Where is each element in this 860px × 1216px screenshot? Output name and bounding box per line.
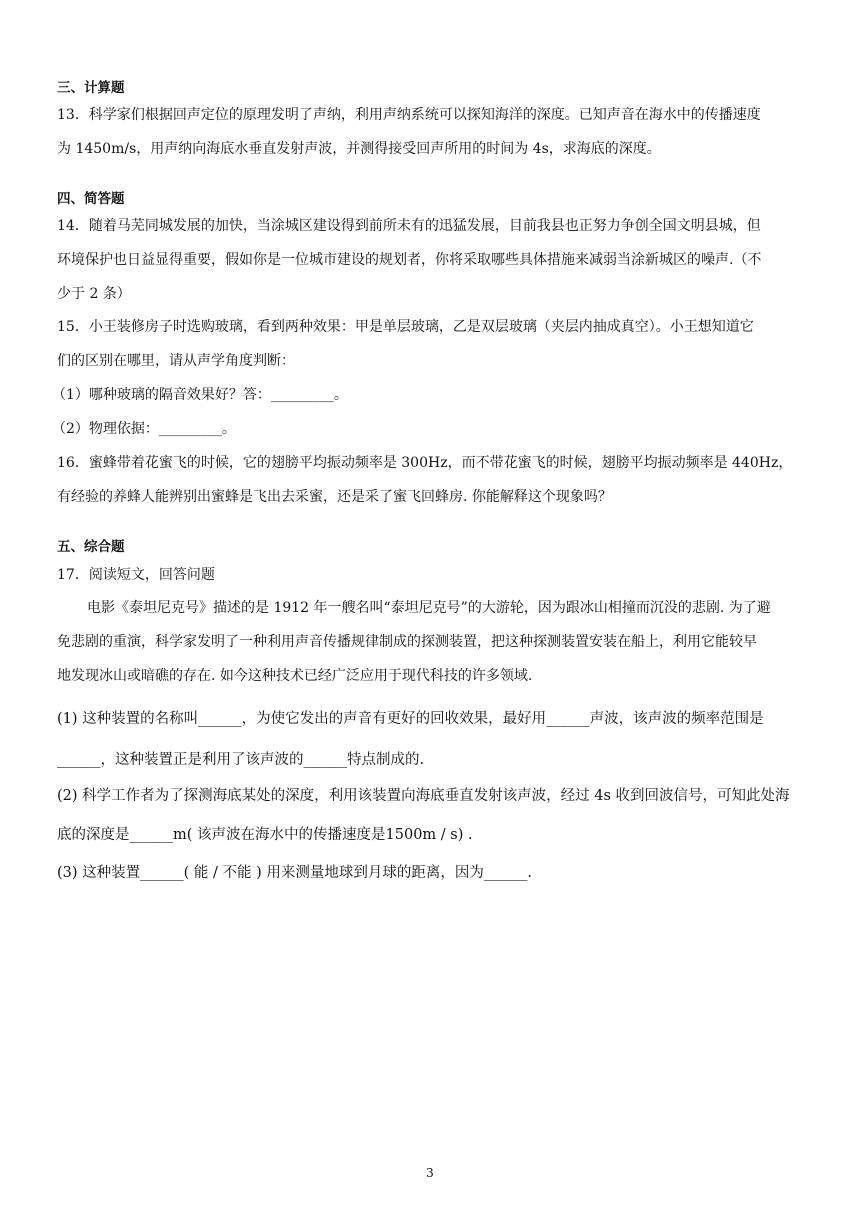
section-heading-calculation: 三、计算题 [57, 80, 125, 96]
section-heading-short-answer: 四、简答题 [57, 191, 125, 207]
question-17-sub-1-line-1: (1) 这种装置的名称叫______，为使它发出的声音有更好的回收效果，最好用______声波，该声波的频率范围是 [57, 711, 764, 727]
question-13-line-1: 13．科学家们根据回声定位的原理发明了声纳，利用声纳系统可以探知海洋的深度。已知声音在海水中的传播速度 [57, 107, 761, 123]
question-14-line-2: 环境保护也日益显得重要，假如你是一位城市建设的规划者，你将采取哪些具体措施来减弱当涂新城区的噪声.（不 [57, 252, 762, 268]
question-17-passage-line-3: 地发现冰山或暗礁的存在. 如今这种技术已经广泛应用于现代科技的许多领域. [57, 668, 533, 684]
question-16-line-2: 有经验的养蜂人能辨别出蜜蜂是飞出去采蜜，还是采了蜜飞回蜂房. 你能解释这个现象吗？ [57, 489, 612, 505]
question-15-line-1: 15．小王装修房子时选购玻璃，看到两种效果：甲是单层玻璃，乙是双层玻璃（夹层内抽成真空）。小王想知道它 [57, 319, 754, 335]
question-15-sub-1: （1）哪种玻璃的隔音效果好？答：_________。 [52, 387, 348, 403]
page-number: 3 [426, 1166, 434, 1180]
question-17-passage-line-1: 电影《泰坦尼克号》描述的是 1912 年一艘名叫“泰坦尼克号”的大游轮，因为跟冰山相撞而沉没的悲剧. 为了避 [87, 600, 771, 616]
question-14-line-3: 少于 2 条） [57, 286, 131, 302]
question-17-sub-1-line-2: ______，这种装置正是利用了该声波的______特点制成的. [57, 752, 425, 768]
question-15-line-2: 们的区别在哪里，请从声学角度判断： [57, 353, 295, 369]
question-14-line-1: 14．随着马芜同城发展的加快，当涂城区建设得到前所未有的迅猛发展，目前我县也正努力争创全国文明县城，但 [57, 218, 761, 234]
question-17-intro: 17．阅读短文，回答问题 [57, 567, 215, 583]
question-16-line-1: 16．蜜蜂带着花蜜飞的时候，它的翅膀平均振动频率是 300Hz，而不带花蜜飞的时候，翅膀平均振动频率是 440Hz， [57, 455, 793, 471]
question-13-line-2: 为 1450m/s，用声纳向海底水垂直发射声波，并测得接受回声所用的时间为 4s，求海底的深度。 [57, 141, 661, 157]
question-17-sub-3: (3) 这种装置______( 能 / 不能 ) 用来测量地球到月球的距离，因为______. [57, 865, 533, 881]
question-17-passage-line-2: 免悲剧的重演，科学家发明了一种利用声音传播规律制成的探测装置，把这种探测装置安装在船上，利用它能较早 [57, 634, 757, 650]
question-15-sub-2: （2）物理依据：_________。 [52, 421, 236, 437]
question-17-sub-2-line-1: (2) 科学工作者为了探测海底某处的深度，利用该装置向海底垂直发射该声波，经过 4s 收到回波信号，可知此处海 [57, 788, 790, 804]
question-17-sub-2-line-2: 底的深度是______m( 该声波在海水中的传播速度是1500m / s) . [57, 827, 473, 843]
section-heading-comprehensive: 五、综合题 [57, 539, 125, 555]
